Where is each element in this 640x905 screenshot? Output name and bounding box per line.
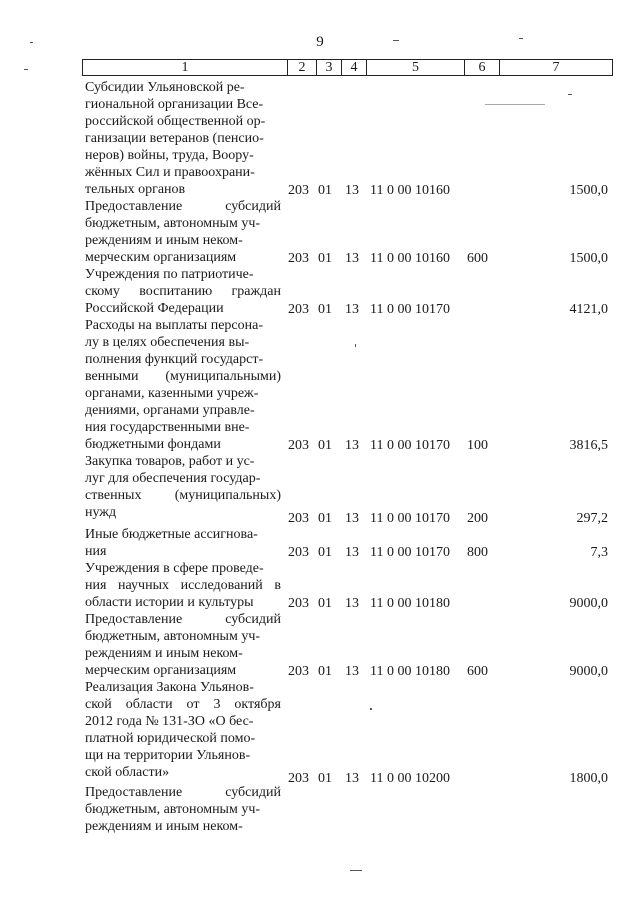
expense-type-code: 600: [467, 251, 488, 266]
section-code: 01: [318, 596, 332, 611]
description-line: органами, казенными учреж-: [85, 385, 259, 401]
description-line: скому воспитанию граждан: [85, 283, 281, 299]
scan-speck: [393, 40, 399, 41]
target-article-code: 11 0 00 10180: [370, 664, 450, 679]
description-line: венными (муниципальными): [85, 368, 281, 384]
amount: 1800,0: [569, 771, 608, 786]
section-code: 01: [318, 302, 332, 317]
ministry-code: 203: [288, 183, 309, 198]
subsection-code: 13: [345, 596, 359, 611]
description-line: бюджетным, автономным уч-: [85, 801, 261, 817]
amount: 297,2: [576, 511, 608, 526]
row-9-description: [85, 680, 281, 782]
section-code: 01: [318, 664, 332, 679]
description-line: жённых Сил и правоохрани-: [85, 164, 255, 180]
description-line: Иные бюджетные ассигнова-: [85, 527, 258, 542]
scan-speck: [568, 94, 572, 95]
expense-type-code: 200: [467, 511, 488, 526]
description-line: Реализация Закона Ульянов-: [85, 680, 254, 695]
header-cell-5: 5: [366, 60, 464, 75]
header-cell-4: 4: [341, 60, 366, 75]
description-line: луг для обеспечения государ-: [85, 470, 261, 486]
description-line: ской области от 3 октября: [85, 696, 281, 712]
description-line: нужд: [85, 504, 117, 520]
description-line: Учреждения по патриотиче-: [85, 267, 254, 282]
ministry-code: 203: [288, 251, 309, 266]
subsection-code: 13: [345, 302, 359, 317]
target-article-code: 11 0 00 10160: [370, 251, 450, 266]
description-line: ния государственными вне-: [85, 419, 250, 435]
description-line: Субсидии Ульяновской ре-: [85, 80, 245, 95]
amount: 4121,0: [569, 302, 608, 317]
row-8-description: [85, 612, 281, 680]
amount: 9000,0: [569, 664, 608, 679]
row-10-description: [85, 785, 281, 836]
page-number: 9: [316, 34, 324, 50]
row-6-description: [85, 527, 281, 561]
subsection-code: 13: [345, 771, 359, 786]
description-line: Расходы на выплаты персона-: [85, 318, 263, 333]
ministry-code: 203: [288, 545, 309, 560]
description-line: неров) войны, труда, Воору-: [85, 147, 254, 163]
subsection-code: 13: [345, 438, 359, 453]
description-line: Предоставление субсидий: [85, 612, 281, 627]
description-line: российской общественной ор-: [85, 113, 266, 129]
description-line: 2012 года № 131-ЗО «О бес-: [85, 713, 254, 729]
subsection-code: 13: [345, 664, 359, 679]
ministry-code: 203: [288, 771, 309, 786]
description-line: ния научных исследований в: [85, 577, 281, 593]
expense-type-code: 600: [467, 664, 488, 679]
description-line: полнения функций государст-: [85, 351, 264, 367]
row-7-description: [85, 561, 281, 612]
description-line: мерческим организациям: [85, 249, 237, 265]
description-line: тельных органов: [85, 181, 186, 197]
description-line: области истории и культуры: [85, 594, 254, 610]
amount: 1500,0: [569, 183, 608, 198]
description-line: гиональной организации Все-: [85, 96, 264, 112]
description-line: Предоставление субсидий: [85, 199, 281, 214]
description-line: ганизации ветеранов (пенсио-: [85, 130, 264, 146]
header-cell-1: 1: [181, 60, 189, 75]
row-1-description: [85, 80, 281, 199]
section-code: 01: [318, 251, 332, 266]
section-code: 01: [318, 438, 332, 453]
amount: 3816,5: [569, 438, 608, 453]
row-3-description: [85, 267, 281, 318]
amount: 1500,0: [569, 251, 608, 266]
header-cell-3: 3: [316, 60, 341, 75]
amount: 7,3: [590, 545, 608, 560]
description-line: мерческим организациям: [85, 662, 237, 678]
scan-speck: [355, 344, 356, 347]
description-line: ственных (муниципальных): [85, 487, 281, 503]
target-article-code: 11 0 00 10160: [370, 183, 450, 198]
target-article-code: 11 0 00 10180: [370, 596, 450, 611]
row-4-description: [85, 318, 281, 454]
subsection-code: 13: [345, 251, 359, 266]
description-line: ния: [85, 543, 107, 559]
target-article-code: 11 0 00 10170: [370, 438, 450, 453]
scan-speck: [370, 708, 372, 710]
scan-speck: [519, 38, 523, 39]
description-line: Учреждения в сфере проведе-: [85, 561, 264, 576]
description-line: Закупка товаров, работ и ус-: [85, 454, 255, 469]
target-article-code: 11 0 00 10200: [370, 771, 450, 786]
ministry-code: 203: [288, 511, 309, 526]
table-header: [82, 59, 613, 76]
ministry-code: 203: [288, 302, 309, 317]
expense-type-code: 800: [467, 545, 488, 560]
section-code: 01: [318, 511, 332, 526]
description-line: реждениям и иным неком-: [85, 818, 243, 834]
expense-type-code: 100: [467, 438, 488, 453]
scan-speck: [30, 42, 33, 43]
header-cell-6: 6: [464, 60, 499, 75]
section-code: 01: [318, 545, 332, 560]
amount: 9000,0: [569, 596, 608, 611]
subsection-code: 13: [345, 183, 359, 198]
subsection-code: 13: [345, 511, 359, 526]
subsection-code: 13: [345, 545, 359, 560]
ministry-code: 203: [288, 664, 309, 679]
description-line: бюджетным, автономным уч-: [85, 628, 261, 644]
section-code: 01: [318, 183, 332, 198]
description-line: бюджетным, автономным уч-: [85, 215, 261, 231]
description-line: бюджетными фондами: [85, 436, 221, 452]
description-line: платной юридической помо-: [85, 730, 256, 746]
description-line: дениями, органами управле-: [85, 402, 255, 418]
description-line: Предоставление субсидий: [85, 785, 281, 800]
ministry-code: 203: [288, 596, 309, 611]
scan-speck: [485, 104, 545, 105]
target-article-code: 11 0 00 10170: [370, 511, 450, 526]
scan-speck: [350, 870, 362, 871]
description-line: реждениям и иным неком-: [85, 645, 243, 661]
scan-speck: [24, 69, 28, 70]
header-cell-7: 7: [499, 60, 612, 75]
target-article-code: 11 0 00 10170: [370, 545, 450, 560]
description-line: щи на территории Ульянов-: [85, 747, 251, 763]
description-line: Российской Федерации: [85, 300, 224, 316]
description-line: ской области»: [85, 764, 170, 780]
description-line: лу в целях обеспечения вы-: [85, 334, 250, 350]
header-cell-2: 2: [287, 60, 316, 75]
section-code: 01: [318, 771, 332, 786]
ministry-code: 203: [288, 438, 309, 453]
target-article-code: 11 0 00 10170: [370, 302, 450, 317]
row-2-description: [85, 199, 281, 267]
description-line: реждениям и иным неком-: [85, 232, 243, 248]
row-5-description: [85, 454, 281, 522]
